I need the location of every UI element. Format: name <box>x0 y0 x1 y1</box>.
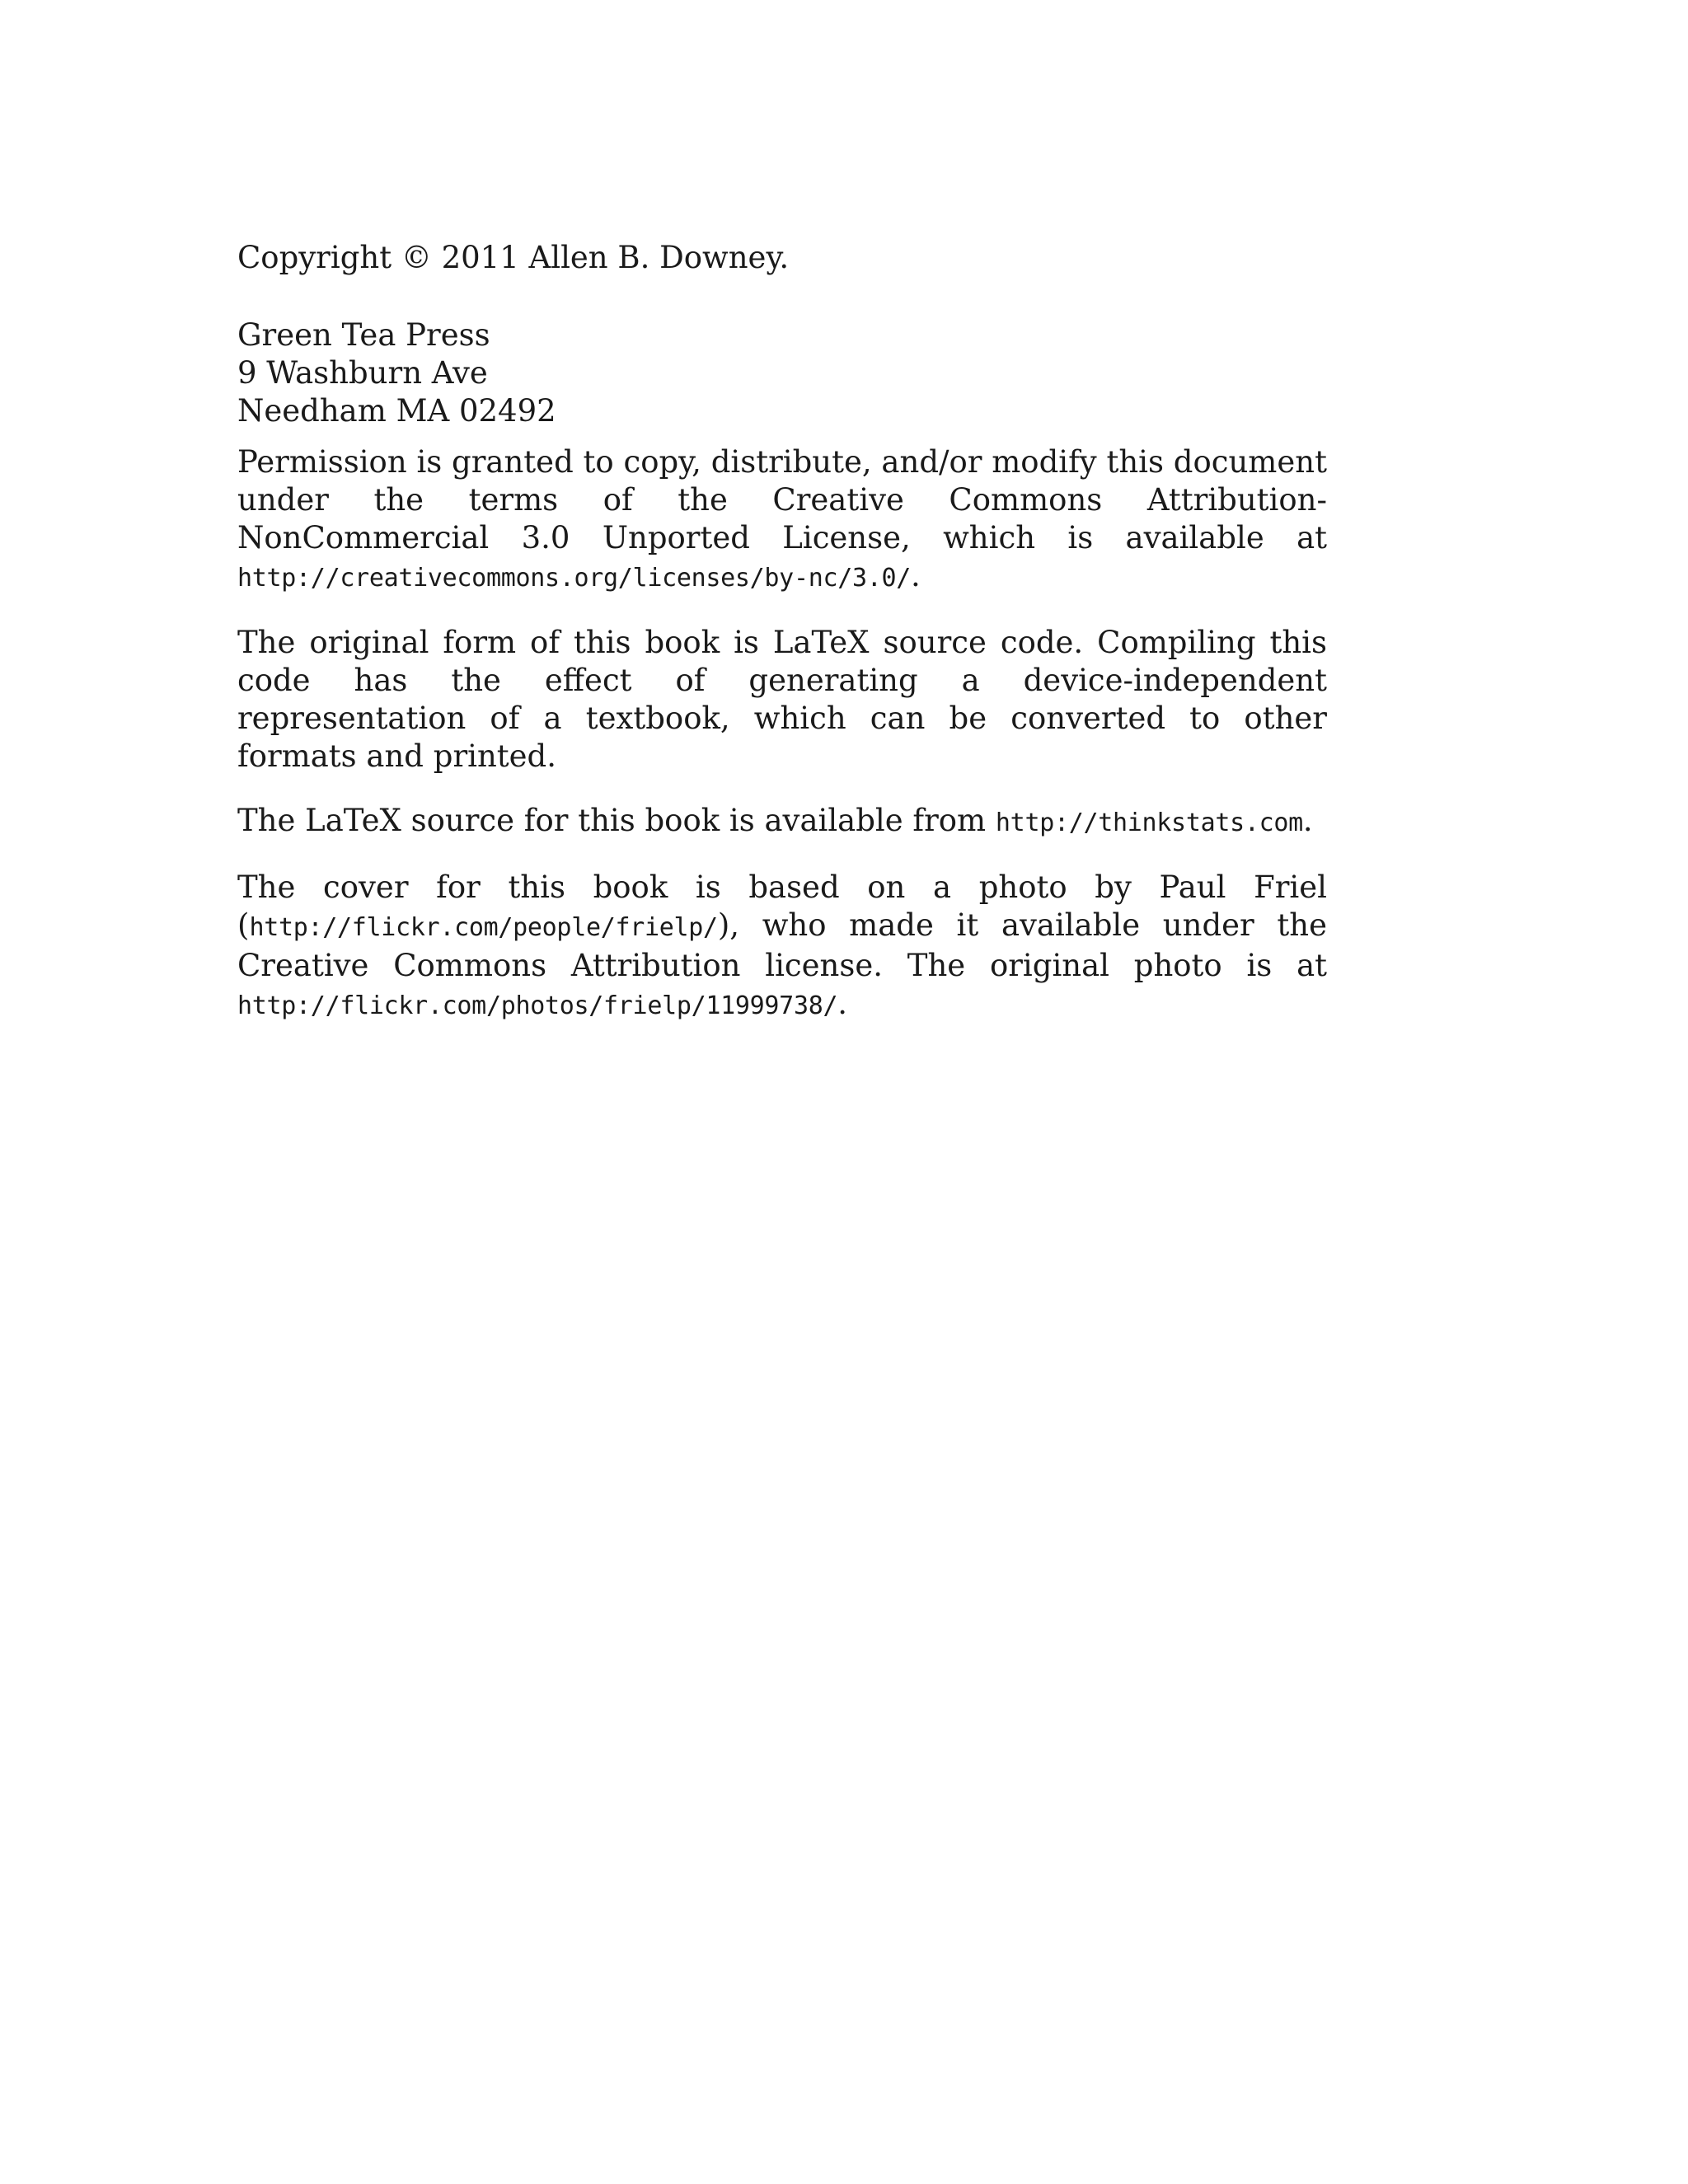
original-form-paragraph <box>237 624 1327 776</box>
cover-middle: ), who made it available under the Creative Commons Attribution license. The original photo is at <box>237 907 1327 983</box>
publisher-city: Needham MA 02492 <box>237 393 556 429</box>
original-form-after: source code. Compiling this code has the effect of generating a device-independent representation of a textbook, which can be converted to other formats and printed. <box>237 625 1327 774</box>
permission-end: . <box>911 558 921 593</box>
source-paragraph <box>237 802 1327 842</box>
license-link[interactable]: http://creativecommons.org/licenses/by-nc/3.0/ <box>237 564 912 593</box>
cover-before: The cover for this book is based on a photo by Paul Friel ( <box>237 869 1327 943</box>
latex-logo: LaTeX <box>772 625 870 660</box>
source-end: . <box>1302 803 1313 838</box>
photographer-link[interactable]: http://flickr.com/people/frielp/ <box>249 913 718 942</box>
copyright-line: Copyright © 2011 Allen B. Downey. <box>237 240 790 275</box>
cover-paragraph <box>237 869 1327 1025</box>
publisher-name: Green Tea Press <box>237 317 490 353</box>
photo-link[interactable]: http://flickr.com/photos/frielp/11999738/ <box>237 991 838 1020</box>
source-before: The <box>237 803 306 838</box>
publisher-address <box>237 316 1327 430</box>
permission-text: Permission is granted to copy, distribute, and/or modify this document under the terms of the Creative Commons Attribution-NonCommercial 3.0 Unported License, which is available at <box>237 444 1327 555</box>
latex-logo: LaTeX <box>305 803 401 838</box>
permission-paragraph <box>237 443 1327 598</box>
cover-end: . <box>837 986 847 1021</box>
publisher-street: 9 Washburn Ave <box>237 355 488 391</box>
source-link[interactable]: http://thinkstats.com <box>995 808 1303 837</box>
source-after: source for this book is available from <box>401 803 996 838</box>
copyright-page <box>237 239 1327 1025</box>
original-form-before: The original form of this book is <box>237 625 773 660</box>
